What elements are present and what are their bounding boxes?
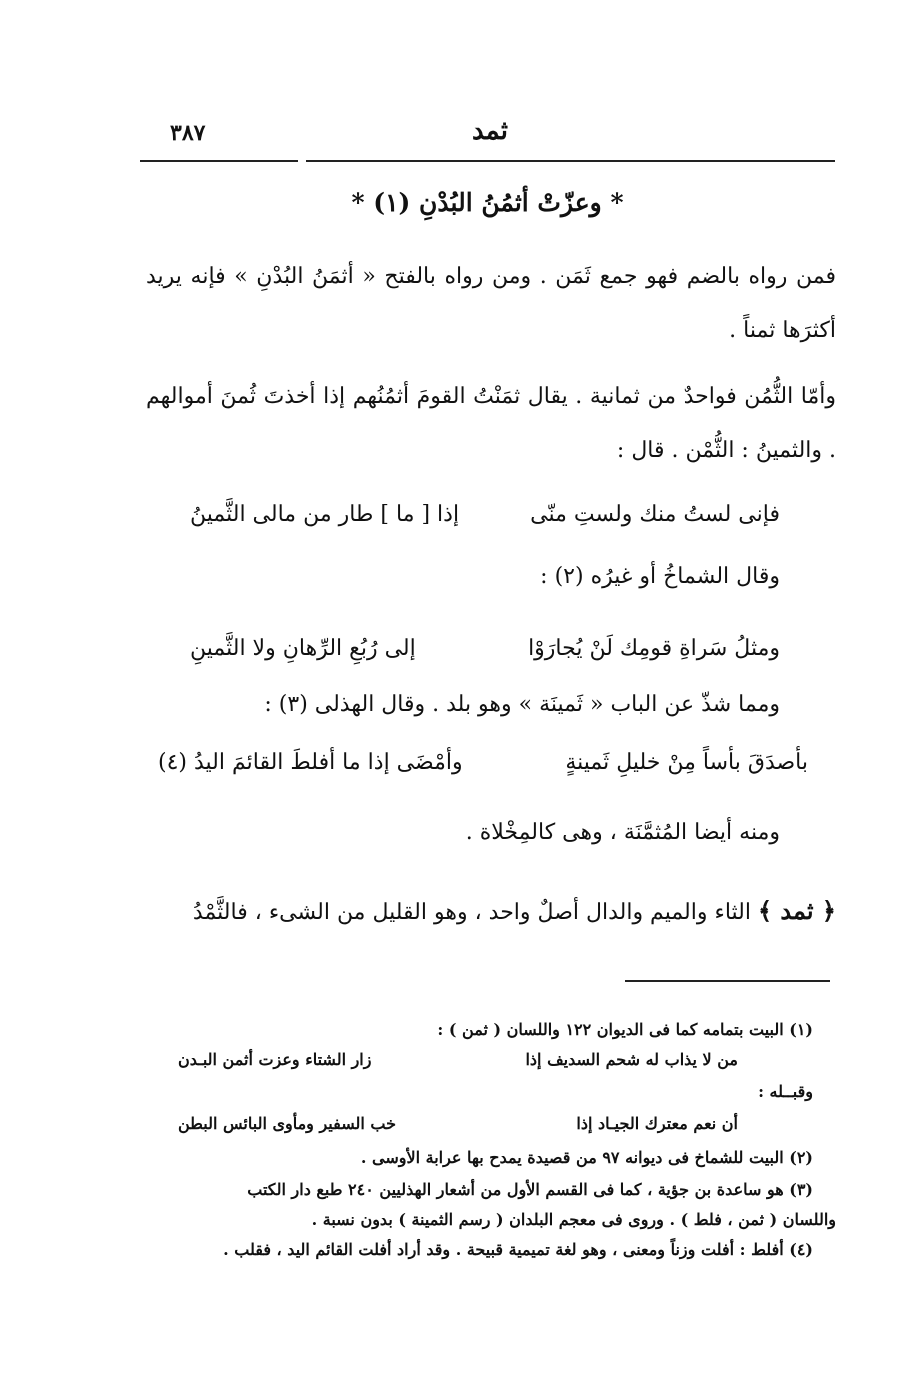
footnote-1-verse-2-left: خب السفير ومأوى البائس البطن [178, 1114, 396, 1133]
header-rule [140, 160, 835, 162]
hudhali-intro: ومما شذّ عن الباب « ثَمينَة » وهو بلد . وقال الهذلى (٣) : [264, 692, 780, 717]
entry-thamad [146, 896, 836, 925]
paragraph-1: فمن رواه بالضم فهو جمع ثَمَن . ومن رواه بالفتح « أثمَنُ البُدْنِ » فإنه يريد أكثرَها ثمناً . [146, 264, 836, 343]
verse-2 [190, 636, 780, 676]
footnote-3-line-2: واللسان ( ثمن ، فلط ) . وروى فى معجم البلدان ( رسم الثمينة ) بدون نسبة . [311, 1210, 836, 1229]
verse-3-second-hemistich: وأمْضَى إذا ما أفلطَ القائمَ اليدُ (٤) [158, 750, 463, 775]
header-rule-break [298, 156, 306, 166]
verse-1-second-hemistich: إذا [ ما ] طار من مالى الثَّمينُ [190, 502, 460, 527]
page-number: ٣٨٧ [170, 120, 206, 146]
verse-3 [158, 750, 808, 790]
footnote-1-qabl: وقبــله : [758, 1082, 813, 1101]
footnote-1-verse-2 [178, 1114, 738, 1142]
footnote-1-verse-1 [178, 1050, 738, 1078]
verse-2-first-hemistich: ومثلُ سَراةِ قومِك لَنْ يُجارَوْا [528, 636, 780, 661]
entry-headword: ﴿ ثمد ﴾ [758, 896, 836, 925]
page-header [140, 112, 835, 156]
paragraph-2: وأمّا الثُّمُن فواحدٌ من ثمانية . يقال ثمَنْتُ القومَ أثمُنُهم إذا أخذتَ ثُمنَ أموالهم . والثمينُ : الثُّمْن . قال : [146, 384, 836, 463]
verse-3-first-hemistich: بأصدَقَ بأساً مِنْ خليلِ ثَمينةٍ [565, 750, 808, 775]
footnote-1-verse-2-right: أن نعم معترك الجيـاد إذا [576, 1114, 738, 1133]
verse-1-first-hemistich: فإنى لستُ منك ولستِ منّى [530, 502, 780, 527]
verse-2-second-hemistich: إلى رُبُعِ الرِّهانِ ولا الثَّمينِ [190, 636, 416, 661]
running-head: ثمد [472, 116, 508, 146]
footnote-4: (٤) أفلط : أفلت وزناً ومعنى ، وهو لغة تميمية قبيحة . وقد أراد أفلت القائم اليد ، فقلب . [223, 1240, 813, 1259]
entry-text: الثاء والميم والدال أصلٌ واحد ، وهو القليل من الشىء ، فالثَّمْدُ [192, 900, 751, 925]
shammakh-intro: وقال الشماخُ أو غيرُه (٢) : [540, 564, 780, 589]
section-heading: * وعزّتْ أثمُنُ البُدْنِ (١) * [351, 188, 624, 217]
footnote-1-verse-1-left: زار الشتاء وعزت أثمن البـدن [178, 1050, 372, 1069]
footnote-1-verse-1-right: من لا يذاب له شحم السديف إذا [525, 1050, 738, 1069]
footnote-rule [625, 980, 830, 982]
muthamminah-line: ومنه أيضا المُثمَّنَة ، وهى كالمِخْلاة . [465, 820, 780, 845]
verse-1 [190, 502, 780, 542]
footnote-2: (٢) البيت للشماخ فى ديوانه ٩٧ من قصيدة يمدح بها عرابة الأوسى . [360, 1148, 813, 1167]
footnote-1: (١) البيت بتمامه كما فى الديوان ١٢٢ واللسان ( ثمن ) : [437, 1020, 813, 1039]
footnote-3-line-1: (٣) هو ساعدة بن جؤية ، كما فى القسم الأول من أشعار الهذليين ٢٤٠ طبع دار الكتب [247, 1180, 813, 1199]
